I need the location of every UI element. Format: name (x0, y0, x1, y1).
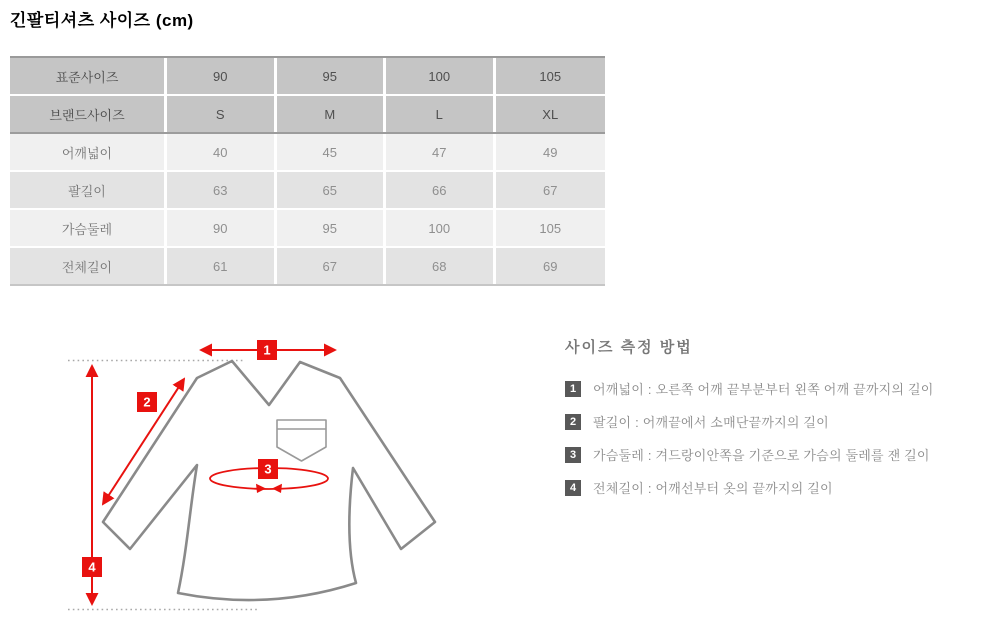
guide-item-shoulder-width (565, 379, 989, 398)
row-label: 팔길이 (10, 172, 167, 208)
value-cell: 63 (167, 172, 277, 208)
table-row-total-length (10, 248, 605, 284)
guide-heading: 사이즈 측정 방법 (565, 339, 693, 356)
value-cell: 100 (386, 58, 496, 94)
value-cell: 69 (496, 248, 606, 284)
table-row-standard-size (10, 58, 605, 96)
row-label: 전체길이 (10, 248, 167, 284)
guide-item-text: 전체길이 : 어깨선부터 옷의 끝까지의 길이 (593, 481, 833, 496)
guide-items (565, 379, 989, 497)
value-cell: 90 (167, 210, 277, 246)
measure-badge-1-label: 1 (263, 342, 271, 358)
row-label: 어깨넓이 (10, 134, 167, 170)
value-cell: XL (496, 96, 606, 132)
table-row-chest (10, 210, 605, 248)
shirt-diagram-svg (60, 325, 480, 630)
guide-item-total-length (565, 478, 989, 497)
value-cell: 100 (386, 210, 496, 246)
row-label: 표준사이즈 (10, 58, 167, 94)
value-cell: 66 (386, 172, 496, 208)
value-cell: S (167, 96, 277, 132)
value-cell: 40 (167, 134, 277, 170)
measure-badge-3-label: 3 (264, 461, 272, 477)
table-row-brand-size (10, 96, 605, 134)
guide-item-text: 어깨넓이 : 오른쪽 어깨 끝부분부터 왼쪽 어깨 끝까지의 길이 (593, 382, 934, 397)
guide-badge-4: 4 (565, 480, 581, 496)
guide-badge-2: 2 (565, 414, 581, 430)
guide-badge-1: 1 (565, 381, 581, 397)
value-cell: 90 (167, 58, 277, 94)
value-cell: 65 (277, 172, 387, 208)
value-cell: 45 (277, 134, 387, 170)
row-label: 브랜드사이즈 (10, 96, 167, 132)
measurement-guide (565, 336, 989, 511)
value-cell: 95 (277, 58, 387, 94)
guide-item-text: 팔길이 : 어깨끝에서 소매단끝까지의 길이 (593, 415, 829, 430)
value-cell: 47 (386, 134, 496, 170)
measure-badge-4-label: 4 (88, 559, 96, 575)
page-title: 긴팔티셔츠 사이즈 (cm) (10, 11, 194, 30)
size-table (10, 56, 605, 286)
value-cell: 105 (496, 210, 606, 246)
table-row-arm-length (10, 172, 605, 210)
guide-item-arm-length (565, 412, 989, 431)
shirt-measurement-diagram (60, 325, 480, 630)
guide-badge-3: 3 (565, 447, 581, 463)
row-label: 가슴둘레 (10, 210, 167, 246)
value-cell: 68 (386, 248, 496, 284)
value-cell: 67 (496, 172, 606, 208)
value-cell: 67 (277, 248, 387, 284)
value-cell: 49 (496, 134, 606, 170)
value-cell: 95 (277, 210, 387, 246)
measure-badge-2-label: 2 (143, 394, 151, 410)
value-cell: L (386, 96, 496, 132)
table-row-shoulder-width (10, 134, 605, 172)
value-cell: 61 (167, 248, 277, 284)
guide-item-text: 가슴둘레 : 겨드랑이안쪽을 기준으로 가슴의 둘레를 잰 길이 (593, 448, 930, 463)
value-cell: M (277, 96, 387, 132)
guide-item-chest (565, 445, 989, 464)
value-cell: 105 (496, 58, 606, 94)
